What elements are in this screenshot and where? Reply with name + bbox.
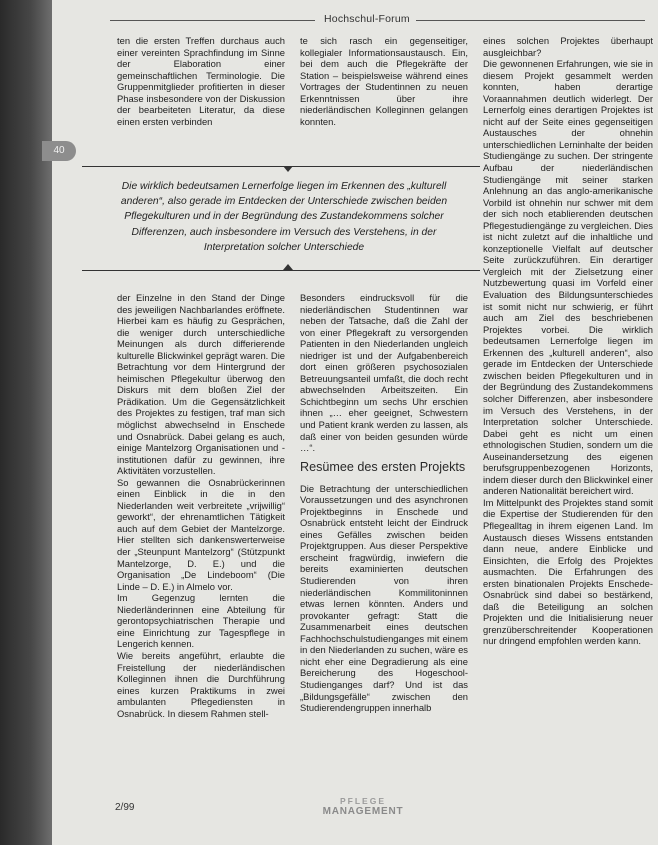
logo-top-text: PFLEGE	[339, 796, 386, 806]
paragraph: Wie bereits angeführt, erlaubte die Freistellung der niederländischen Kolleginnen ihnen die Durchführung eines kurzen Praktikums in zwei ambulanten Pflegediensten in Osnabrück. In diesem Rahmen stell-	[117, 649, 285, 719]
quote-top-triangle	[283, 166, 293, 172]
right-body-column	[483, 35, 653, 647]
paragraph: Die gewonnenen Erfahrungen, wie sie in diesem Projekt gesammelt werden konnten, haben derartige Voraannahmen deutlich widerlegt. Der Lernerfolg eines derartigen Projektes ist nicht auf der Seite eines gegenseitigen Austausches der ohnehin unterschiedlichen Lerninhalte der beiden Studiengänge zu suchen. Der stringente Aufbau der niederländischen Studiengänge mit seiner starken Anlehnung an das anglo-amerikanische Vorbild ist ohnehin nur schwer mit dem der sich noch etablierenden deutschen Pflegestudiengänge zu vergleichen. Dies ist nicht zuletzt auf die inhaltliche und konzeptionelle Vielfalt auf deutscher Seite zurückzuführen. Ein derartiger Vergleich mit der Zielsetzung einer Nutzbewertung quasi im Vorfeld einer Evaluation des Bildungsunterschiedes ist somit nicht nur schwierig, er führt auch am Ziel des beschriebenen Projektes vorbei. Die wirklich bedeutsamen Lernerfolge liegen im Erkennen des „kulturell anderen“, also gerade im Entdecken der Unterschiede zwischen beiden Pflegekulturen und in der Begründung des Zustandekommens solcher Differenzen, aber insbesondere im Versuch des Verstehens, in der Interpretation solcher Unterschiede. Dabei geht es nicht um einen ethnologischen Studien, sondern um die Auseinandersetzung des eigenen berufsgruppenbezogenen Horizonts, indem dieser durch den Blickwinkel einer anderen Nationalität bereichert wird.	[483, 58, 653, 497]
top-left-column: ten die ersten Treffen durchaus auch einer vereinten Sprachfindung im Sinne der Elaboration einer gemeinschaftlichen Terminologie. Die Gruppenmitglieder profitierten in dieser Phase insbesondere von der Diskussion der bearbeiteten Literatur, da diese einen ersten verbinden	[117, 35, 285, 127]
quote-top-rule	[82, 166, 480, 167]
quote-bottom-triangle	[283, 264, 293, 270]
header-rule-right	[415, 20, 645, 21]
paragraph: So gewannen die Osnabrückerinnen einen Einblick in die in den Niederlanden weit verbreitete „vrijwillig“ geworkt“, der ehrenamtlichen Tätigkeit auch auf dem Gebiet der Mantelzorge. Hier stellten sich dankenswerterweise der „Steunpunt Mantelzorg“ (Stützpunkt Mantelzorge, D. E.) und die Organisation „De Lindeboom“ (Die Linde – D. E.) in Almelo vor.	[117, 476, 285, 592]
paragraph: der Einzelne in den Stand der Dinge des jeweiligen Nachbarlandes eröffnete. Hierbei kam es häufig zu Gesprächen, die weniger durch unterschiedliche Meinungen als durch differierende kulturelle Blickwinkel geprägt waren. Die Betrachtung vor dem Hintergrund der heimischen Pflegekultur überwog den Diskurs mit dem bloßen Ziel der Prädikation. Um die Gegensätzlichkeit des Projektes zu festigen, traf man sich möglichst abwechselnd in Enschede und Osnabrück. Dabei gelang es auch, einige Mantelzorg Organisationen und -institutionen dafür zu gewinnen, ihre Aktivitäten vorzustellen.	[117, 292, 285, 477]
logo-main-text: MANAGEMENT	[322, 806, 404, 817]
paragraph: eines solchen Projektes überhaupt ausgleichbar?	[483, 35, 653, 58]
header-rule-left	[110, 20, 315, 21]
paragraph: Besonders eindrucksvoll für die niederländischen Studentinnen war neben der Tatsache, daß die Zahl der von einer Pflegekraft zu versorgenden Patienten in den Niederlanden ungleich niedriger ist und der Aufgabenbereich dort einen größeren psychosozialen Betreuungsanteil umfaßt, die doch recht abwechselnden Arbeitszeiten. Ein Schichtbeginn um sechs Uhr erschien ihnen „… eher geeignet, Schwestern und Patient krank werden zu lassen, als daß einer von beiden gesunden würde …“.	[300, 292, 468, 454]
middle-body-column	[300, 292, 468, 714]
book-spine-shadow	[0, 0, 52, 845]
pull-quote: Die wirklich bedeutsamen Lernerfolge liegen im Erkennen des „kulturell anderen“, also gerade im Entdecken der Unterschiede zwischen beiden Pflegekulturen und in der Begründung des Zustandekommens solcher Differenzen, auch insbesondere im Versuch des Verstehens, in der Interpretation solcher Unterschiede	[120, 181, 448, 253]
running-header: Hochschul-Forum	[318, 13, 416, 25]
footer-issue-number: 2/99	[115, 802, 135, 813]
paragraph: Die Betrachtung der unterschiedlichen Voraussetzungen und des asynchronen Projektbeginns in Enschede und Osnabrück entsteht leicht der Eindruck eines Gefälles zwischen beiden Projektgruppen. Aus dieser Perspektive erscheint fragwürdig, inwiefern die bereits examinierten deutschen Studierenden von ihren niederländischen Kommilitoninnen etwas lernen könnten. Anders und provokanter gefragt: Statt die Zusammenarbeit eines deutschen Fachhochschulstudienganges mit einem in den Niederlanden zu suchen, wäre es nicht eher eine Degradierung als eine Bereicherung des Hogeschool-Studienganges darf? Und ist das „Bildungsgefälle“ zwischen den Studierendengruppen innerhalb	[300, 482, 468, 714]
left-body-column	[117, 292, 285, 719]
paragraph: Im Mittelpunkt des Projektes stand somit die Expertise der Studierenden für den Pflegealltag in ihrem eigenen Land. Im Austausch dieses Wissens entstanden dann neue, andere Einblicke und Einsichten, die Erfolg des Projektes ausmachten. Die Erfahrungen des ersten binationalen Projekts Enschede-Osnabrück sind dabei so bestärkend, daß die Beteiligung an solchen Projekten und die Initialisierung neuer grenzüberschreitender Kooperationen nur dringend empfohlen werden kann.	[483, 496, 653, 647]
pflege-management-logo	[308, 797, 418, 819]
page-number-tab: 40	[42, 141, 76, 161]
paragraph: Im Gegenzug lernten die Niederländerinnen eine Abteilung für gerontopsychiatrischen Therapie und eine Einrichtung zur Tagespflege in Lengerich kennen.	[117, 592, 285, 650]
section-heading: Resümee des ersten Projekts	[300, 459, 466, 474]
top-middle-column: te sich rasch ein gegenseitiger, kollegialer Informationsaustausch. Ein, bei dem auch die Pflegekräfte der Station – beispielsweise während eines Vortrages der Studentinnen zu neuen Erkenntnissen über ihre niederländischen Kolleginnen gelangen konnten.	[300, 35, 468, 127]
quote-bottom-rule	[82, 270, 480, 271]
